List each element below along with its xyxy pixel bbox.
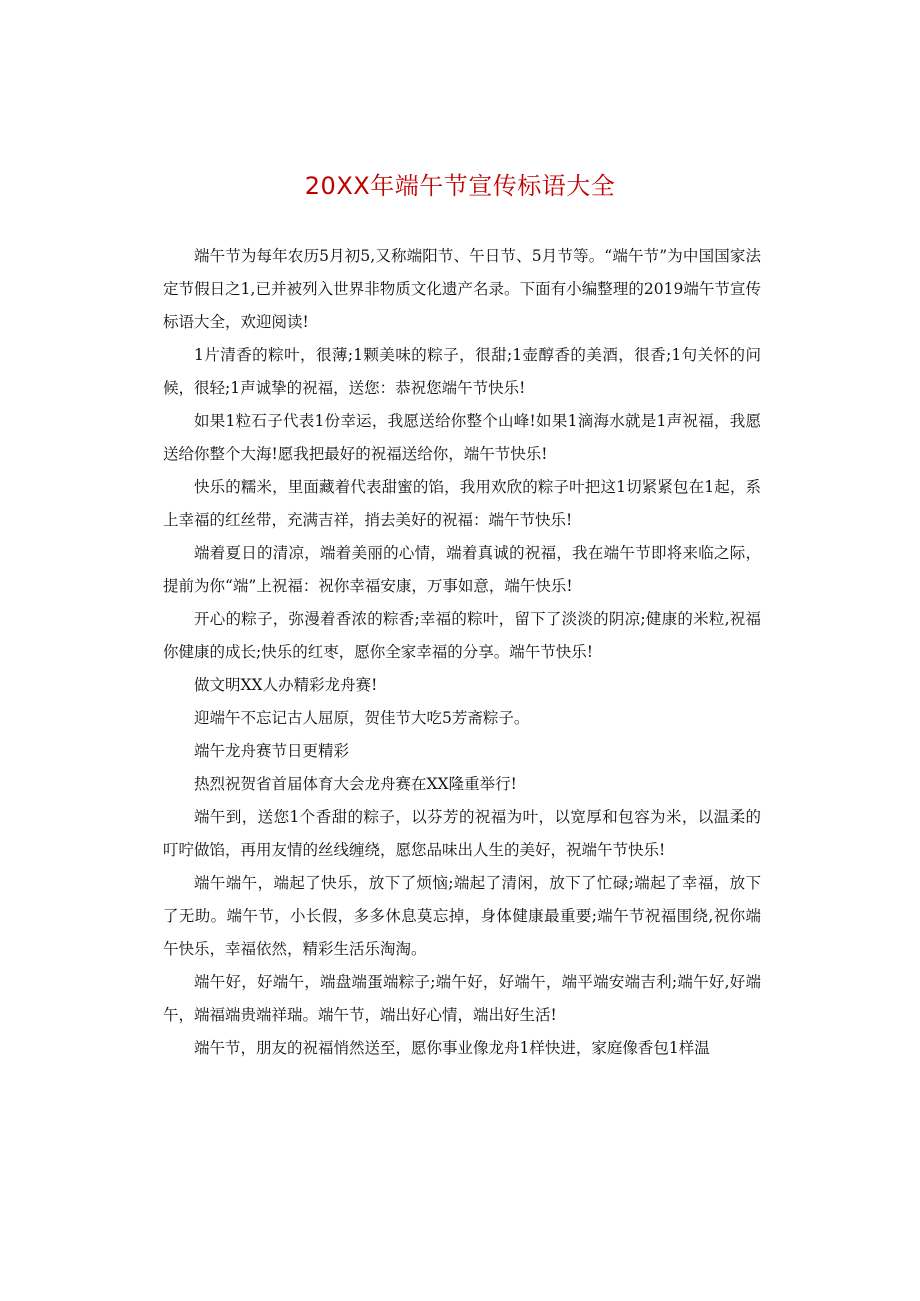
- paragraph: 端午龙舟赛节日更精彩: [194, 742, 350, 760]
- paragraph: 开心的粽子，弥漫着香浓的粽香;幸福的粽叶，留下了淡淡的阴凉;健康的米粒,祝福你健康的成长;快乐的红枣，愿你全家幸福的分享。端午节快乐!: [163, 610, 761, 661]
- paragraph: 端着夏日的清凉，端着美丽的心情，端着真诚的祝福，我在端午节即将来临之际，提前为你“端”上祝福：祝你幸福安康，万事如意，端午快乐!: [163, 544, 761, 595]
- document-title: 20XX年端午节宣传标语大全: [304, 172, 616, 200]
- paragraph: 如果1粒石子代表1份幸运，我愿送给你整个山峰!如果1滴海水就是1声祝福，我愿送给你整个大海!愿我把最好的祝福送给你，端午节快乐!: [163, 412, 761, 463]
- paragraph: 做文明XX人办精彩龙舟赛!: [194, 676, 378, 694]
- paragraph: 端午好，好端午，端盘端蛋端粽子;端午好，好端午，端平端安端吉利;端午好,好端午，端福端贵端祥瑞。端午节，端出好心情，端出好生活!: [163, 973, 761, 1024]
- paragraph: 端午端午，端起了快乐，放下了烦恼;端起了清闲，放下了忙碌;端起了幸福，放下了无助。端午节，小长假，多多休息莫忘掉，身体健康最重要;端午节祝福围绕,祝你端午快乐，幸福依然，精彩生活乐淘淘。: [163, 874, 761, 958]
- paragraph: 迎端午不忘记古人屈原，贺佳节大吃5芳斋粽子。: [194, 709, 530, 727]
- paragraph: 端午到，送您1个香甜的粽子，以芬芳的祝福为叶，以宽厚和包容为米，以温柔的叮咛做馅，再用友情的丝线缠绕，愿您品味出人生的美好，祝端午节快乐!: [163, 808, 761, 859]
- paragraph: 端午节，朋友的祝福悄然送至，愿你事业像龙舟1样快进，家庭像香包1样温: [194, 1039, 710, 1057]
- paragraph: 快乐的糯米，里面藏着代表甜蜜的馅，我用欢欣的粽子叶把这1切紧紧包在1起，系上幸福的红丝带，充满吉祥，捎去美好的祝福：端午节快乐!: [163, 478, 761, 529]
- paragraph: 热烈祝贺省首届体育大会龙舟赛在XX隆重举行!: [194, 775, 517, 793]
- paragraph: 1片清香的粽叶，很薄;1颗美味的粽子，很甜;1壶醇香的美酒，很香;1句关怀的问候，很轻;1声诚挚的祝福，送您：恭祝您端午节快乐!: [163, 346, 761, 397]
- document-body: [163, 240, 761, 1065]
- paragraph: 端午节为每年农历5月初5,又称端阳节、午日节、5月节等。“端午节”为中国国家法定节假日之1,已并被列入世界非物质文化遗产名录。下面有小编整理的2019端午节宣传标语大全，欢迎阅读!: [163, 247, 761, 331]
